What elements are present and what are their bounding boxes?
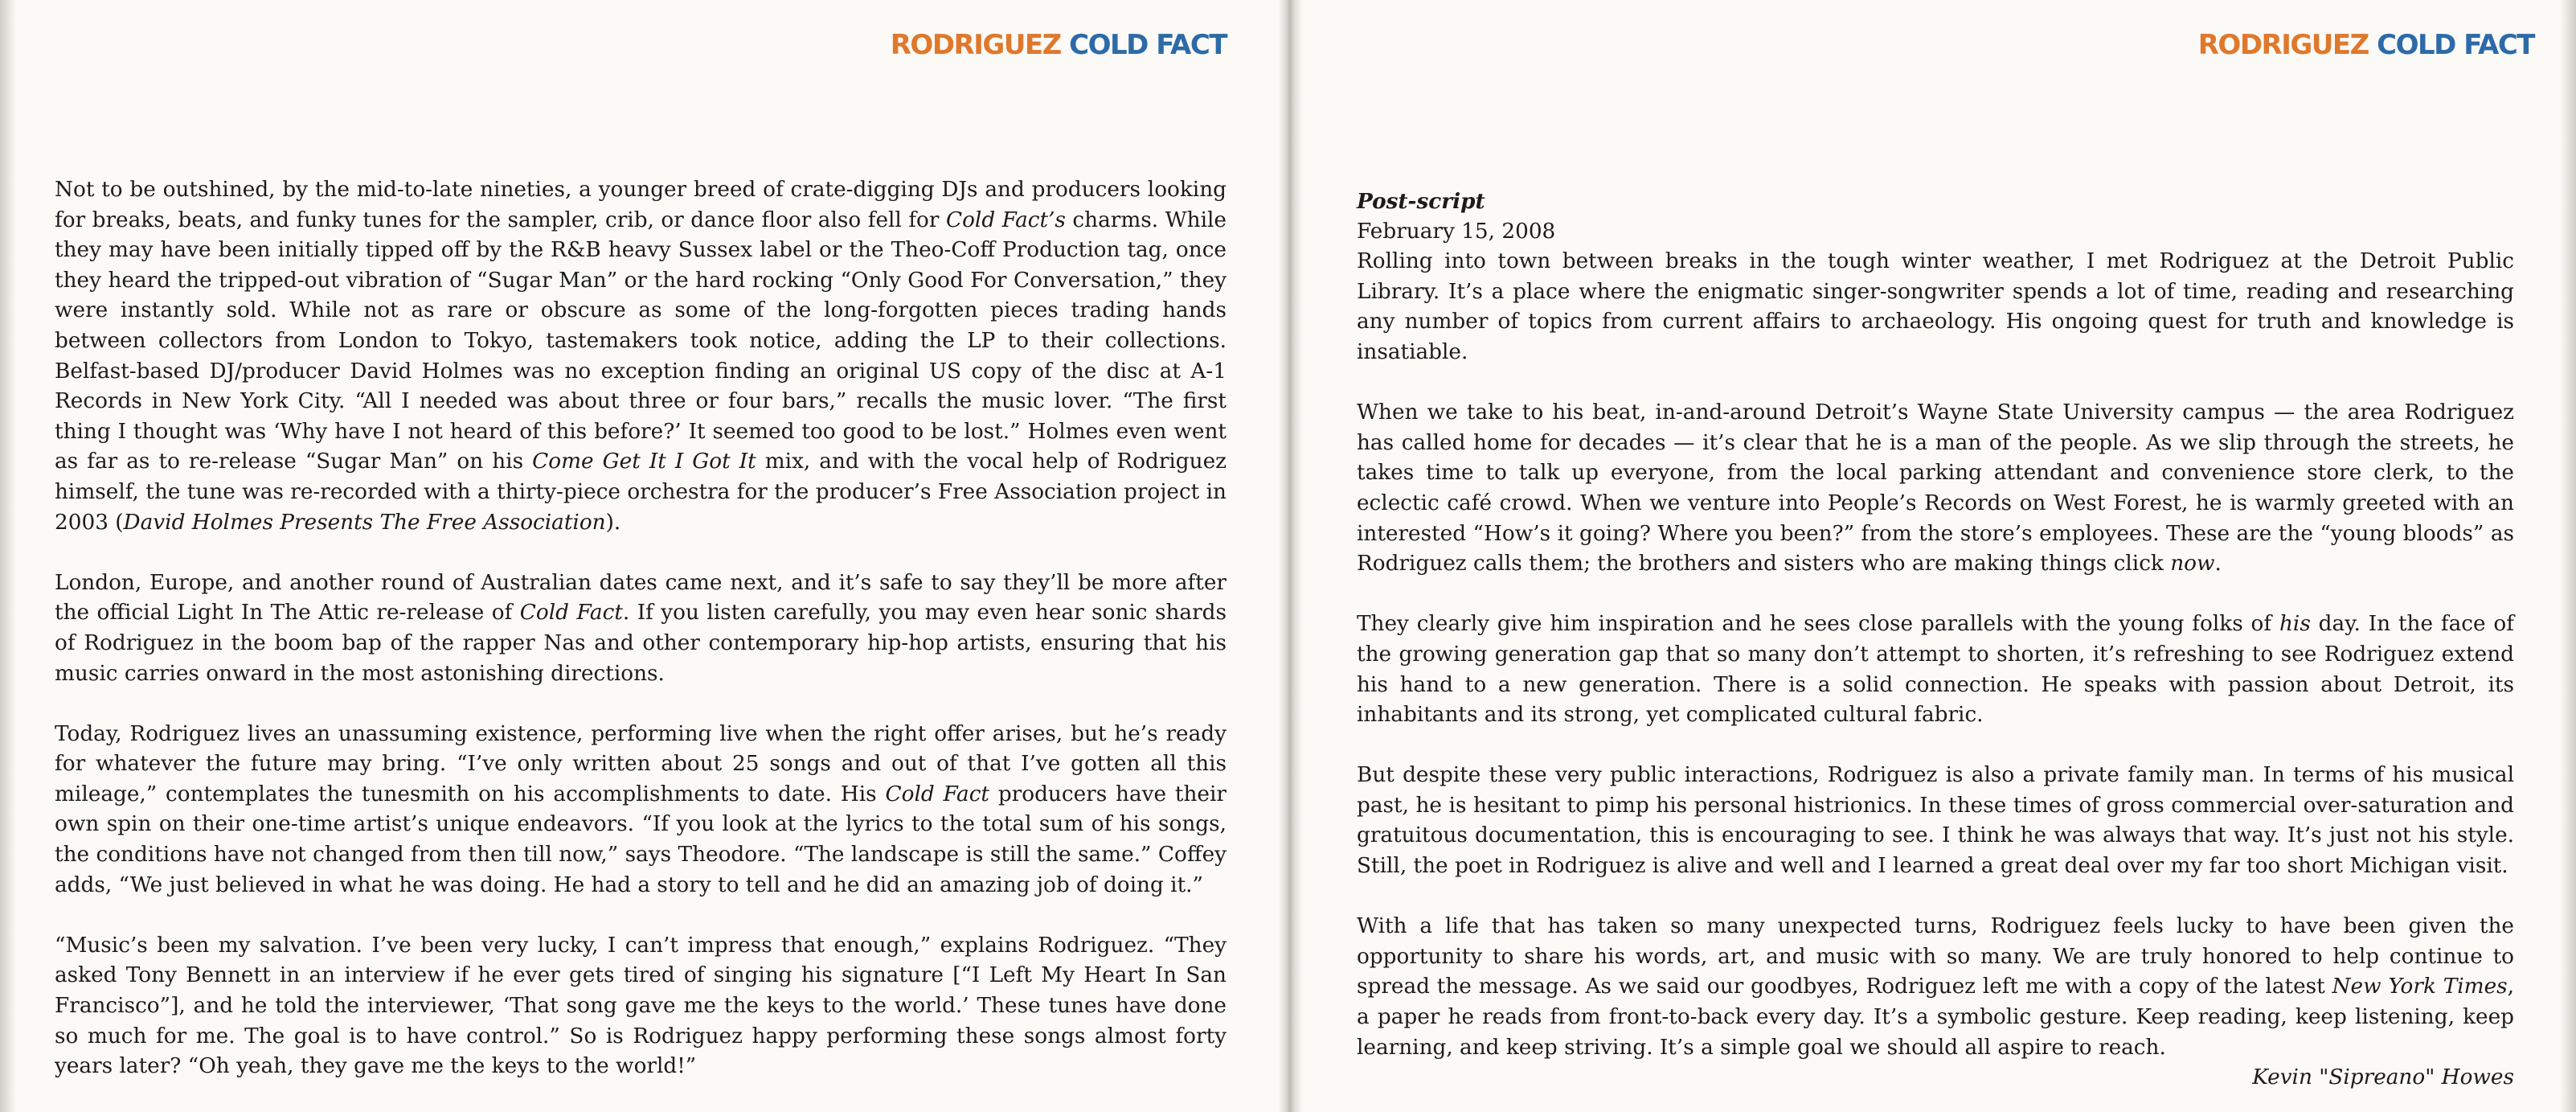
- author-signature: Kevin "Sipreano" Howes: [2252, 1065, 2514, 1090]
- paragraph: Today, Rodriguez lives an unassuming existence, performing live when the right offer arises, but he’s ready for whatever the future may bring. “I’ve only written about 25 songs and out of that I’ve gotten all this mileage,” contemplates the tunesmith on his accomplishments to date. His Cold Fact producers have their own spin on their one-time artist’s unique endeavors. “If you look at the lyrics to the total sum of his songs, the conditions have not changed from then till now,” says Theodore. “The landscape is still the same.” Coffey adds, “We just believed in what he was doing. He had a story to tell and he did an amazing job of doing it.”: [55, 721, 1227, 897]
- postscript-title: Post-script: [1357, 189, 1485, 214]
- brand-name-cold-fact: COLD FACT: [1069, 29, 1227, 61]
- paragraph: With a life that has taken so many unexpected turns, Rodriguez feels lucky to have been given the opportunity to share his words, art, and music with so many. We are truly honored to help continue to spread the message. As we said our goodbyes, Rodriguez left me with a copy of the latest New York Times, a paper he reads from front-to-back every day. It’s a symbolic gesture. Keep reading, keep listening, keep learning, and keep striving. It’s a simple goal we should all aspire to reach.: [1357, 914, 2515, 1060]
- brand-header: [891, 29, 1227, 61]
- left-page: [0, 0, 1284, 1112]
- page-edge-shadow: [2560, 0, 2576, 1112]
- paragraph: Rolling into town between breaks in the tough winter weather, I met Rodriguez at the Detroit Public Library. It’s a place where the enigmatic singer-songwriter spends a lot of time, reading and researching any number of topics from current affairs to archaeology. His ongoing quest for truth and knowledge is insatiable.: [1357, 249, 2514, 364]
- paragraph: But despite these very public interactions, Rodriguez is also a private family man. In terms of his musical past, he is hesitant to pimp his personal histrionics. In these times of gross commercial over-saturation and gratuitous documentation, this is encouraging to see. I think he was always that way. It’s just not his style. Still, the poet in Rodriguez is alive and well and I learned a great deal over my far too short Michigan visit.: [1357, 763, 2514, 879]
- paragraph: They clearly give him inspiration and he sees close parallels with the young folks of his day. In the face of the growing generation gap that so many don’t attempt to shorten, it’s refreshing to see Rodriguez extend his hand to a new generation. There is a solid connection. He speaks with passion about Detroit, its inhabitants and its strong, yet complicated cultural fabric.: [1357, 612, 2515, 728]
- paragraph: London, Europe, and another round of Australian dates came next, and it’s safe to say they’ll be more after the official Light In The Attic re-release of Cold Fact. If you listen carefully, you may even hear sonic shards of Rodriguez in the boom bap of the rapper Nas and other contemporary hip-hop artists, ensuring that his music carries onward in the most astonishing directions.: [55, 570, 1227, 686]
- brand-name-rodriguez: RODRIGUEZ: [2197, 29, 2369, 61]
- right-body-text: [1357, 187, 2514, 1112]
- page-edge-shadow: [0, 0, 16, 1112]
- left-body-text: [55, 175, 1227, 1112]
- paragraph: When we take to his beat, in-and-around Detroit’s Wayne State University campus — the area Rodriguez has called home for decades — it’s clear that he is a man of the people. As we slip through the streets, he takes time to talk up everyone, from the local parking attendant and convenience store clerk, to the eclectic café crowd. When we venture into People’s Records on West Forest, he is warmly greeted with an interested “How’s it going? Where you been?” from the store’s employees. These are the “young bloods” as Rodriguez calls them; the brothers and sisters who are making things click now.: [1357, 400, 2514, 577]
- right-page: [1296, 0, 2576, 1112]
- paragraph: Not to be outshined, by the mid-to-late nineties, a younger breed of crate-digging DJs and producers looking for breaks, beats, and funky tunes for the sampler, crib, or dance floor also fell for Cold Fact’s charms. While they may have been initially tipped off by the R&B heavy Sussex label or the Theo-Coff Production tag, once they heard the tripped-out vibration of “Sugar Man” or the hard rocking “Only Good For Conversation,” they were instantly sold. While not as rare or obscure as some of the long-forgotten pieces trading hands between collectors from London to Tokyo, tastemakers took notice, adding the LP to their collections. Belfast-based DJ/producer David Holmes was no exception finding an original US copy of the disc at A-1 Records in New York City. “All I needed was about three or four bars,” recalls the music lover. “The first thing I thought was ‘Why have I not heard of this before?’ It seemed too good to be lost.” Holmes even went as far as to re-release “Sugar Man” on his Come Get It I Got It mix, and with the vocal help of Rodriguez himself, the tune was re-recorded with a thirty-piece orchestra for the producer’s Free Association project in 2003 (David Holmes Presents The Free Association).: [55, 178, 1227, 535]
- book-spine-gutter: [1278, 0, 1302, 1112]
- brand-name-rodriguez: RODRIGUEZ: [890, 29, 1061, 61]
- postscript-date: February 15, 2008: [1357, 219, 1556, 244]
- paragraph: “Music’s been my salvation. I’ve been very lucky, I can’t impress that enough,” explains Rodriguez. “They asked Tony Bennett in an interview if he ever gets tired of singing his signature [“I Left My Heart In San Francisco”], and he told the interviewer, ‘That song gave me the keys to the world.’ These tunes have done so much for me. The goal is to have control.” So is Rodriguez happy performing these songs almost forty years later? “Oh yeah, they gave me the keys to the world!”: [55, 933, 1227, 1079]
- brand-header: [2198, 29, 2534, 61]
- brand-name-cold-fact: COLD FACT: [2377, 29, 2534, 61]
